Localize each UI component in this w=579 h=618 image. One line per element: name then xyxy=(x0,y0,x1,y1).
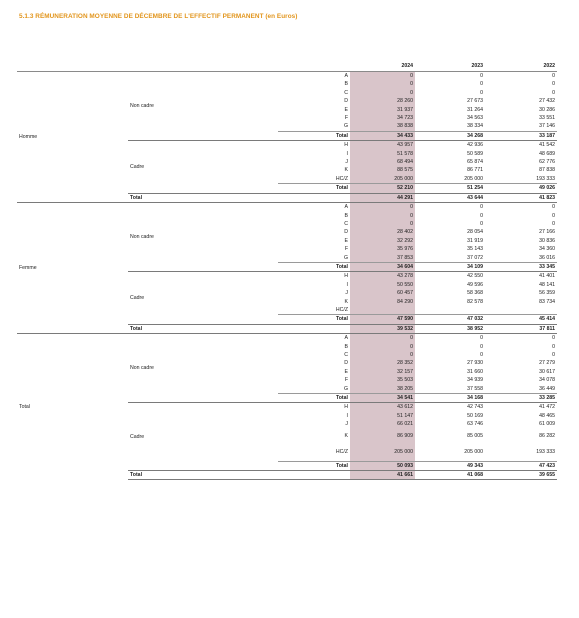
value-cell-2024: 88 575 xyxy=(350,166,415,174)
value-cell-2023: 82 578 xyxy=(467,298,483,305)
value-cell-2022: 33 345 xyxy=(485,262,557,271)
row-label: E xyxy=(344,368,348,375)
value-cell-2024: 50 550 xyxy=(350,281,415,289)
section-total-2024: 44 291 xyxy=(350,193,415,202)
value-cell-2022: 48 689 xyxy=(539,150,555,157)
value-cell-2023: 0 xyxy=(480,81,483,88)
group-label: Non cadre xyxy=(128,203,278,272)
value-cell-2023: 42 936 xyxy=(415,141,485,150)
value-cell-2024: 47 590 xyxy=(350,315,415,324)
header-spacer xyxy=(278,62,350,72)
row-label: HC/Z xyxy=(335,175,348,182)
value-cell-2022: 0 xyxy=(552,81,555,88)
value-cell-2023: 34 109 xyxy=(415,262,485,271)
value-cell-2023: 28 054 xyxy=(467,229,483,236)
value-cell-2024: 38 205 xyxy=(350,385,415,394)
value-cell-2023: 205 000 xyxy=(464,175,483,182)
value-cell-2023: 34 268 xyxy=(415,131,485,140)
section-total-2022: 39 655 xyxy=(485,471,557,480)
value-cell-2023: 42 743 xyxy=(415,403,485,412)
value-cell-2023: 0 xyxy=(480,212,483,219)
value-cell-2023: 0 xyxy=(480,352,483,358)
row-label: HC/Z xyxy=(335,449,348,456)
value-cell-2024: 0 xyxy=(350,334,415,343)
value-cell-2022: 61 009 xyxy=(539,421,555,428)
row-label: Total xyxy=(278,315,350,324)
value-cell-2024: 50 093 xyxy=(350,461,415,470)
value-cell-2024: 43 278 xyxy=(350,272,415,281)
value-cell-2022: 0 xyxy=(552,212,555,219)
value-cell-2022: 87 838 xyxy=(539,167,555,174)
section-total-2022: 37 811 xyxy=(485,324,557,333)
value-cell-2024: 52 210 xyxy=(350,184,415,193)
value-cell-2024: 0 xyxy=(350,343,415,351)
section-total-label: Total xyxy=(128,324,278,333)
value-cell-2022: 0 xyxy=(485,203,557,212)
row-label: I xyxy=(346,412,348,419)
value-cell-2022: 27 432 xyxy=(539,98,555,105)
value-cell-2023: 49 596 xyxy=(467,281,483,288)
value-cell-2022: 0 xyxy=(552,352,555,358)
value-cell-2022: 56 359 xyxy=(539,290,555,297)
section-total-2022: 41 823 xyxy=(485,193,557,202)
table-row xyxy=(17,203,557,212)
value-cell-2023: 49 343 xyxy=(415,461,485,470)
row-label: A xyxy=(278,334,350,343)
value-cell-2022: 47 423 xyxy=(485,461,557,470)
section-total-2023: 41 068 xyxy=(415,471,485,480)
row-label: F xyxy=(344,115,348,122)
remuneration-table xyxy=(17,62,557,480)
row-label: H xyxy=(278,272,350,281)
value-cell-2024: 35 503 xyxy=(350,376,415,384)
value-cell-2023: 0 xyxy=(415,72,485,81)
section-label: Total xyxy=(17,334,128,480)
value-cell-2023: 205 000 xyxy=(464,449,483,456)
value-cell-2024: 0 xyxy=(350,89,415,97)
value-cell-2024: 86 909 xyxy=(350,429,415,445)
value-cell-2024: 28 260 xyxy=(350,97,415,105)
value-cell-2024: 32 157 xyxy=(350,368,415,376)
row-label: F xyxy=(344,246,348,253)
header-spacer xyxy=(128,62,278,72)
row-label: B xyxy=(344,81,348,88)
row-label: Total xyxy=(278,184,350,193)
value-cell-2022: 48 141 xyxy=(539,281,555,288)
value-cell-2024: 51 578 xyxy=(350,150,415,158)
header-spacer xyxy=(17,62,128,72)
row-label: C xyxy=(344,89,348,96)
row-label: C xyxy=(344,220,348,227)
value-cell-2023: 31 660 xyxy=(467,368,483,375)
value-cell-2022: 30 286 xyxy=(539,106,555,113)
value-cell-2023: 31 264 xyxy=(467,106,483,113)
value-cell-2022: 36 449 xyxy=(539,385,555,392)
row-label: D xyxy=(344,360,348,367)
value-cell-2023: 42 550 xyxy=(415,272,485,281)
value-cell-2023: 27 673 xyxy=(467,98,483,105)
row-label: K xyxy=(344,167,348,174)
value-cell-2022: 30 836 xyxy=(539,237,555,244)
value-cell-2022: 62 776 xyxy=(539,159,555,166)
value-cell-2024: 37 853 xyxy=(350,254,415,263)
value-cell-2024: 60 457 xyxy=(350,289,415,297)
table-row xyxy=(17,334,557,343)
value-cell-2024: 0 xyxy=(350,351,415,359)
value-cell-2023: 51 254 xyxy=(415,184,485,193)
value-cell-2022: 49 026 xyxy=(485,184,557,193)
value-cell-2023: 50 589 xyxy=(467,150,483,157)
value-cell-2022: 30 617 xyxy=(539,368,555,375)
row-label: E xyxy=(344,106,348,113)
value-cell-2024: 28 402 xyxy=(350,228,415,236)
value-cell-2023: 31 919 xyxy=(467,237,483,244)
row-label: Total xyxy=(278,461,350,470)
value-cell-2023: 34 939 xyxy=(467,377,483,384)
header-year-2024: 2024 xyxy=(350,62,415,72)
section-total-2024: 41 661 xyxy=(350,471,415,480)
value-cell-2023: 63 746 xyxy=(467,421,483,428)
row-label: B xyxy=(344,212,348,219)
value-cell-2023: 65 874 xyxy=(467,159,483,166)
value-cell-2024: 66 021 xyxy=(350,420,415,428)
value-cell-2024: 34 604 xyxy=(350,262,415,271)
value-cell-2022: 193 333 xyxy=(536,449,555,456)
value-cell-2024: 205 000 xyxy=(350,175,415,184)
row-label: G xyxy=(343,254,348,261)
value-cell-2023: 35 143 xyxy=(467,246,483,253)
value-cell-2024: 38 838 xyxy=(350,122,415,131)
section-label: Femme xyxy=(17,203,128,334)
value-cell-2024: 68 494 xyxy=(350,158,415,166)
value-cell-2022: 34 078 xyxy=(539,377,555,384)
value-cell-2023: 0 xyxy=(480,220,483,227)
row-label: Total xyxy=(278,131,350,140)
row-label: K xyxy=(344,433,348,440)
value-cell-2023: 38 334 xyxy=(467,123,483,130)
value-cell-2022: 33 187 xyxy=(485,131,557,140)
row-label: A xyxy=(278,72,350,81)
value-cell-2023: 37 558 xyxy=(467,385,483,392)
row-label: H xyxy=(278,141,350,150)
value-cell-2022: 27 279 xyxy=(539,360,555,367)
value-cell-2022: 0 xyxy=(552,343,555,350)
value-cell-2023: 27 930 xyxy=(467,360,483,367)
row-label: J xyxy=(345,421,348,428)
row-label: K xyxy=(344,298,348,305)
value-cell-2023: 86 771 xyxy=(467,167,483,174)
value-cell-2024: 28 352 xyxy=(350,359,415,367)
value-cell-2024: 32 292 xyxy=(350,237,415,245)
section-total-label: Total xyxy=(128,471,278,480)
value-cell-2022: 41 542 xyxy=(485,141,557,150)
value-cell-2022: 86 282 xyxy=(539,433,555,440)
value-cell-2023: 50 169 xyxy=(467,412,483,419)
value-cell-2024: 0 xyxy=(350,80,415,88)
value-cell-2024: 43 612 xyxy=(350,403,415,412)
section-total-2023: 38 952 xyxy=(415,324,485,333)
row-label: B xyxy=(344,343,348,350)
value-cell-2022: 36 016 xyxy=(539,254,555,261)
value-cell-2023: 34 563 xyxy=(467,115,483,122)
section-total-label: Total xyxy=(128,193,278,202)
row-label: D xyxy=(344,98,348,105)
value-cell-2022: 45 414 xyxy=(485,315,557,324)
row-label: A xyxy=(278,203,350,212)
row-label: Total xyxy=(278,262,350,271)
value-cell-2024: 31 937 xyxy=(350,106,415,114)
value-cell-2022: 83 734 xyxy=(539,298,555,305)
value-cell-2024: 84 290 xyxy=(350,298,415,306)
value-cell-2023: 37 072 xyxy=(467,254,483,261)
value-cell-2023: 0 xyxy=(415,203,485,212)
value-cell-2023: 0 xyxy=(480,343,483,350)
value-cell-2024: 0 xyxy=(350,72,415,81)
value-cell-2024: 0 xyxy=(350,203,415,212)
row-label: J xyxy=(345,159,348,166)
value-cell-2023: 58 368 xyxy=(467,290,483,297)
value-cell-2024: 205 000 xyxy=(350,445,415,462)
table-header xyxy=(17,62,557,72)
row-label: D xyxy=(344,229,348,236)
table-row xyxy=(17,72,557,81)
header-year-2023: 2023 xyxy=(415,62,485,72)
row-label: I xyxy=(346,150,348,157)
row-label-spacer xyxy=(278,193,350,202)
value-cell-2024: 34 541 xyxy=(350,394,415,403)
value-cell-2022 xyxy=(485,306,557,315)
value-cell-2023 xyxy=(415,306,485,315)
group-label: Non cadre xyxy=(128,334,278,403)
row-label: F xyxy=(344,377,348,384)
value-cell-2023: 85 005 xyxy=(467,433,483,440)
value-cell-2023: 0 xyxy=(480,89,483,96)
value-cell-2022: 33 551 xyxy=(539,115,555,122)
group-label: Non cadre xyxy=(128,72,278,141)
section-total-2023: 43 644 xyxy=(415,193,485,202)
value-cell-2024: 43 957 xyxy=(350,141,415,150)
value-cell-2022: 48 465 xyxy=(539,412,555,419)
value-cell-2022: 34 360 xyxy=(539,246,555,253)
header-year-2022: 2022 xyxy=(485,62,557,72)
value-cell-2023: 47 032 xyxy=(415,315,485,324)
value-cell-2024: 34 723 xyxy=(350,114,415,122)
value-cell-2022: 41 401 xyxy=(485,272,557,281)
value-cell-2024: 51 147 xyxy=(350,412,415,420)
value-cell-2024: 0 xyxy=(350,220,415,228)
value-cell-2024 xyxy=(350,306,415,315)
value-cell-2024: 34 433 xyxy=(350,131,415,140)
row-label-spacer xyxy=(278,324,350,333)
row-label: C xyxy=(344,352,348,358)
section-label: Homme xyxy=(17,72,128,203)
row-label: I xyxy=(346,281,348,288)
value-cell-2022: 193 333 xyxy=(536,175,555,182)
value-cell-2022: 27 166 xyxy=(539,229,555,236)
row-label: E xyxy=(344,237,348,244)
value-cell-2022: 0 xyxy=(552,220,555,227)
row-label: J xyxy=(345,290,348,297)
value-cell-2022: 37 146 xyxy=(539,123,555,130)
value-cell-2022: 0 xyxy=(485,72,557,81)
value-cell-2022: 0 xyxy=(552,89,555,96)
value-cell-2023: 0 xyxy=(415,334,485,343)
group-label: Cadre xyxy=(128,141,278,193)
row-label: H xyxy=(278,403,350,412)
section-total-2024: 39 532 xyxy=(350,324,415,333)
row-label: Total xyxy=(278,394,350,403)
value-cell-2023: 34 168 xyxy=(415,394,485,403)
row-label: HC/Z xyxy=(335,306,348,313)
page-title: 5.1.3 RÉMUNERATION MOYENNE DE DÉCEMBRE DE L'EFFECTIF PERMANENT (en Euros) xyxy=(19,13,298,20)
row-label: G xyxy=(343,123,348,130)
group-label: Cadre xyxy=(128,272,278,324)
value-cell-2022: 33 285 xyxy=(485,394,557,403)
table-body xyxy=(17,72,557,480)
value-cell-2022: 41 472 xyxy=(485,403,557,412)
group-label: Cadre xyxy=(128,403,278,471)
value-cell-2024: 35 976 xyxy=(350,245,415,253)
row-label: G xyxy=(343,385,348,392)
value-cell-2022: 0 xyxy=(485,334,557,343)
row-label-spacer xyxy=(278,471,350,480)
value-cell-2024: 0 xyxy=(350,212,415,220)
